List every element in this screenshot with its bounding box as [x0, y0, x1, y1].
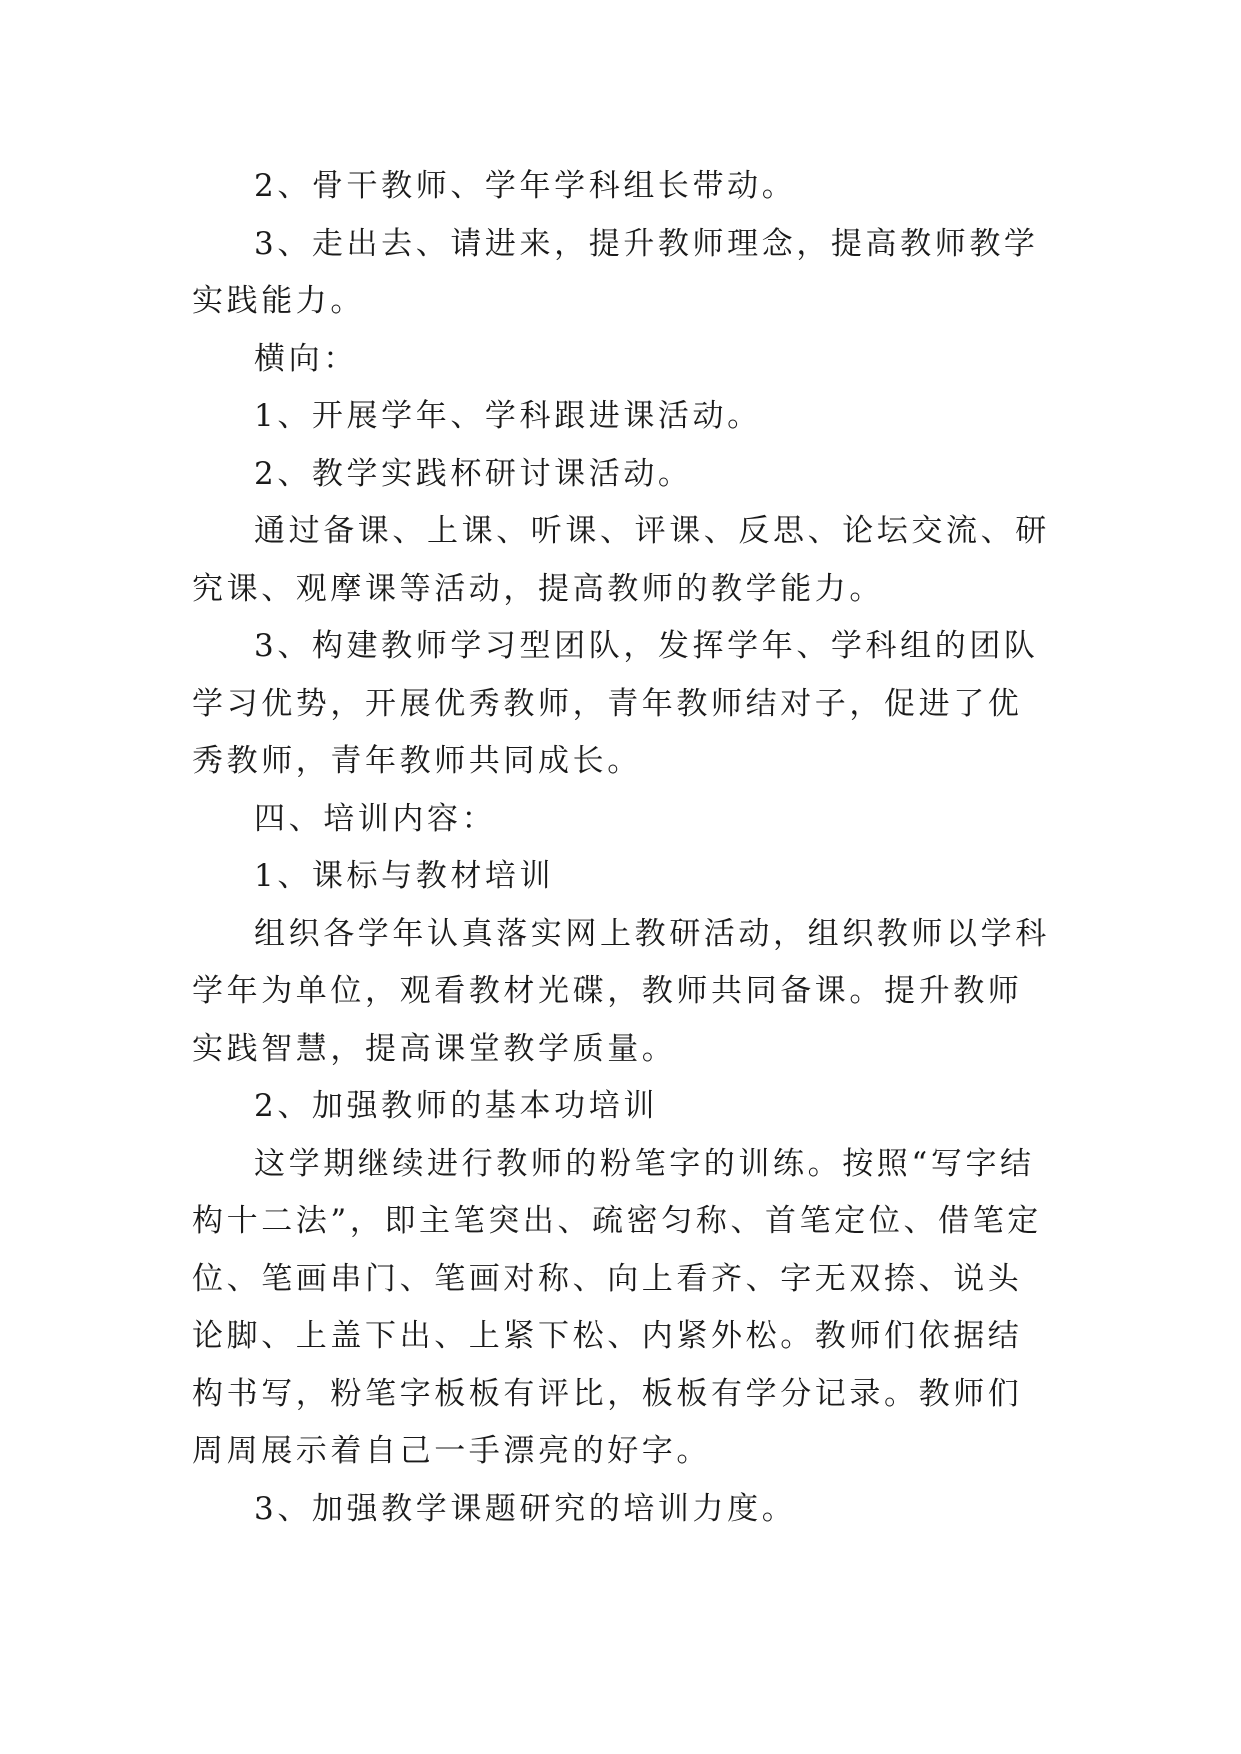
paragraph-follow-up-lessons: 1、开展学年、学科跟进课活动。 — [254, 398, 762, 434]
subheading-curriculum-training: 1、课标与教材培训 — [254, 858, 555, 894]
subheading-research-training: 3、加强教学课题研究的培训力度。 — [254, 1490, 797, 1527]
paragraph-horizontal-heading: 横向： — [254, 340, 358, 377]
paragraph-learning-team: 3、构建教师学习型团队，发挥学年、学科组的团队学习优势，开展优秀教师，青年教师结对子，促进了优秀教师，青年教师共同成长。 — [192, 628, 1039, 779]
paragraph-online-research: 组织各学年认真落实网上教研活动，组织教师以学科学年为单位，观看教材光碟，教师共同备课。提升教师实践智慧，提高课堂教学质量。 — [192, 915, 1050, 1067]
paragraph-go-out-invite-in: 3、走出去、请进来，提升教师理念，提高教师教学实践能力。 — [192, 225, 1039, 319]
paragraph-backbone-teachers: 2、骨干教师、学年学科组长带动。 — [254, 168, 797, 204]
paragraph-practice-cup: 2、教学实践杯研讨课活动。 — [254, 455, 693, 492]
subheading-basic-skills: 2、加强教师的基本功培训 — [254, 1088, 658, 1124]
section-heading-training-content: 四、培训内容： — [254, 800, 497, 837]
document-body — [192, 158, 1052, 1538]
paragraph-lesson-activities: 通过备课、上课、听课、评课、反思、论坛交流、研究课、观摩课等活动，提高教师的教学能力。 — [192, 513, 1050, 607]
paragraph-chalk-writing: 这学期继续进行教师的粉笔字的训练。按照“写字结构十二法”，即主笔突出、疏密匀称、首笔定位、借笔定位、笔画串门、笔画对称、向上看齐、字无双捺、说头论脚、上盖下出、上紧下松、内紧外松。教师们依据结构书写，粉笔字板板有评比，板板有学分记录。教师们周周展示着自己一手漂亮的好字。 — [192, 1145, 1042, 1469]
